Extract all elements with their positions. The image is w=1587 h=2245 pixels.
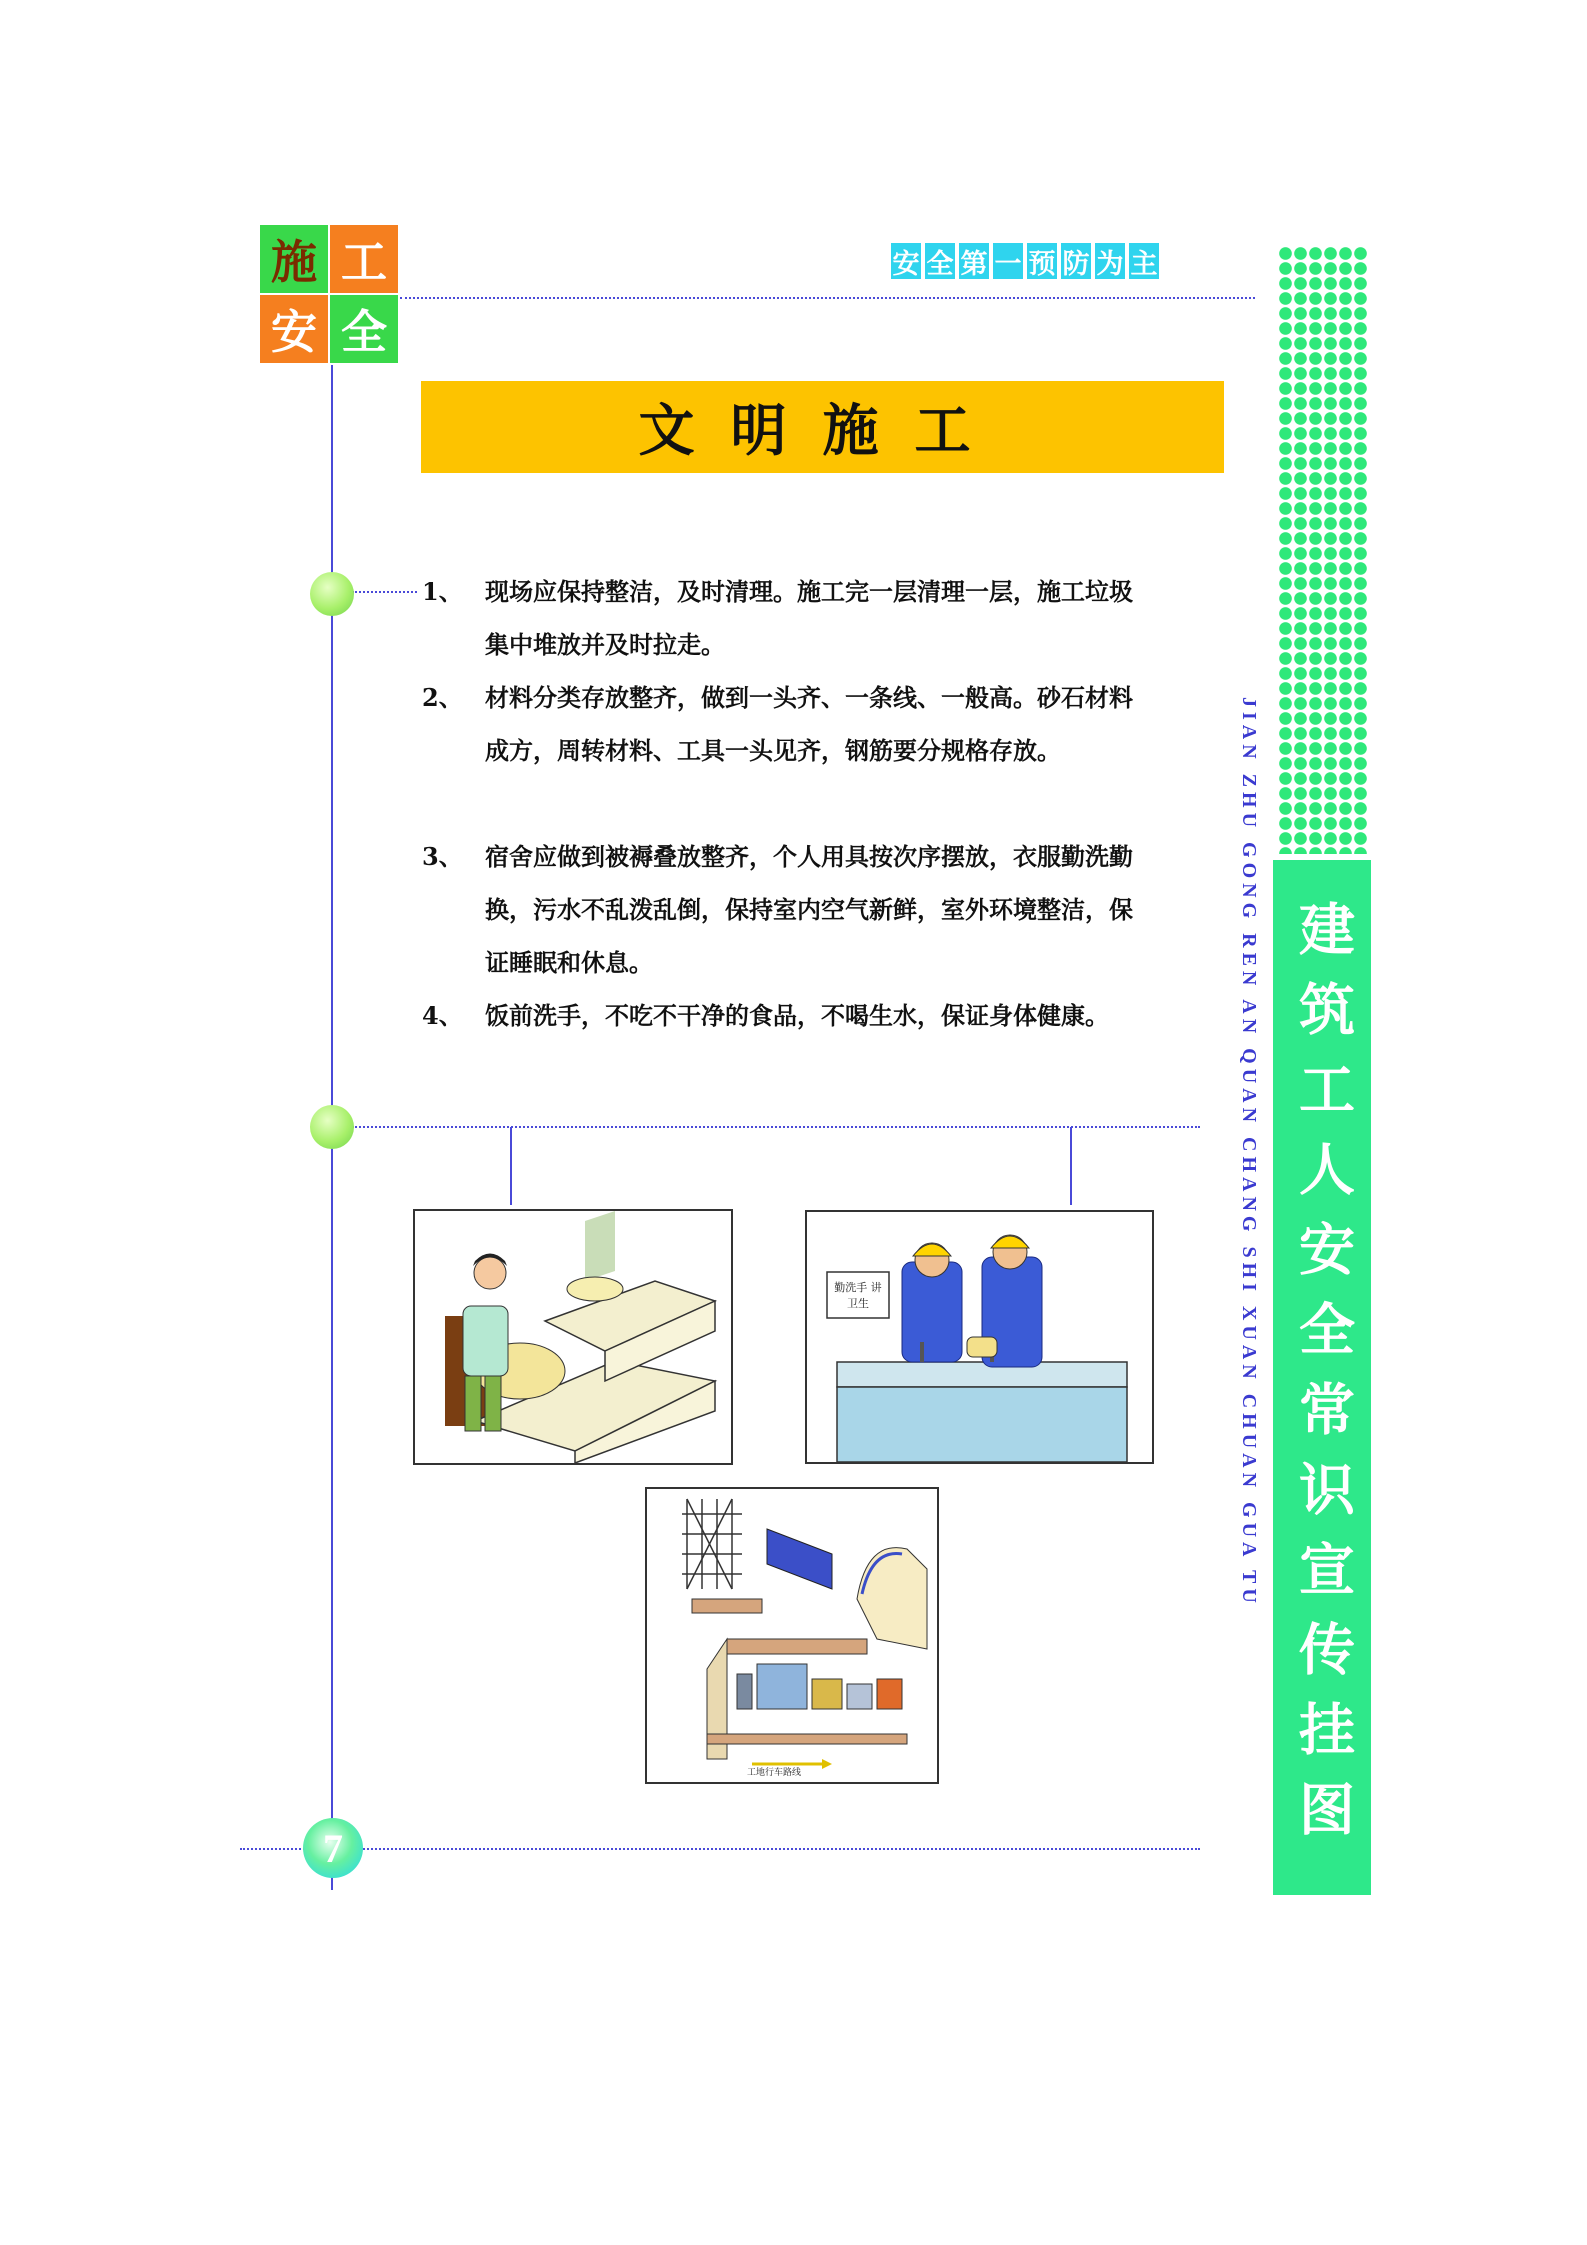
logo-cell-quan: 全: [330, 295, 398, 363]
list-item: [422, 671, 1142, 830]
wash-sign-text: 勤洗手 讲卫生: [834, 1281, 882, 1310]
photo-hanger-left: [510, 1127, 512, 1205]
logo-cell-an: 安: [260, 295, 328, 363]
item-text: 材料分类存放整齐，做到一头齐、一条线、一般高。砂石材料成方，周转材料、工具一头见齐，钢筋要分规格存放。: [485, 683, 1133, 765]
slogan-char: 全: [925, 243, 955, 279]
page-number: 7: [303, 1818, 363, 1878]
page-title: 文明施工: [638, 399, 1007, 464]
list-item: [422, 565, 1142, 671]
photo-hanger-right: [1070, 1127, 1072, 1205]
slogan-char: 一: [993, 243, 1023, 279]
dot-grid-pattern: [1278, 246, 1368, 854]
list-item: [422, 989, 1142, 1095]
list-item: [422, 830, 1142, 989]
slogan: [891, 243, 1159, 279]
footer-rule: [240, 1848, 1200, 1850]
item-number: 3、: [422, 842, 463, 871]
item-number: 2、: [422, 683, 463, 712]
sidebar-pinyin: JIAN ZHU GONG REN AN QUAN CHANG SHI XUAN CHUAN GUA TU: [1238, 697, 1260, 1608]
item-number: 1、: [422, 577, 463, 606]
sidebar-title-text: 建筑工人安全常识宣传挂图: [1290, 900, 1355, 1860]
slogan-char: 第: [959, 243, 989, 279]
item-number: 4、: [422, 1001, 463, 1030]
logo-cell-gong: 工: [330, 225, 398, 293]
slogan-char: 为: [1095, 243, 1125, 279]
bullet-circle-top: [310, 572, 354, 616]
item-text: 现场应保持整洁，及时清理。施工完一层清理一层，施工垃圾集中堆放并及时拉走。: [485, 577, 1133, 659]
item-text: 宿舍应做到被褥叠放整齐，个人用具按次序摆放，衣服勤洗勤换，污水不乱泼乱倒，保持室内空气新鲜，室外环境整洁，保证睡眠和休息。: [485, 842, 1133, 977]
header-rule: [400, 297, 1255, 299]
dormitory-illustration: [413, 1209, 733, 1465]
page-title-bar: [421, 381, 1224, 473]
handwashing-illustration: [805, 1210, 1154, 1464]
logo-cell-shi: 施: [260, 225, 328, 293]
slogan-char: 安: [891, 243, 921, 279]
route-label: 工地行车路线: [747, 1768, 802, 1778]
item-connector-rule: [352, 591, 417, 593]
slogan-char: 防: [1061, 243, 1091, 279]
sidebar-title: [1273, 900, 1371, 1860]
slogan-char: 预: [1027, 243, 1057, 279]
mid-rule: [352, 1126, 1200, 1128]
slogan-char: 主: [1129, 243, 1159, 279]
site-layout-illustration: [645, 1487, 939, 1784]
item-text: 饭前洗手，不吃不干净的食品，不喝生水，保证身体健康。: [485, 1001, 1109, 1030]
bullet-circle-mid: [310, 1105, 354, 1149]
